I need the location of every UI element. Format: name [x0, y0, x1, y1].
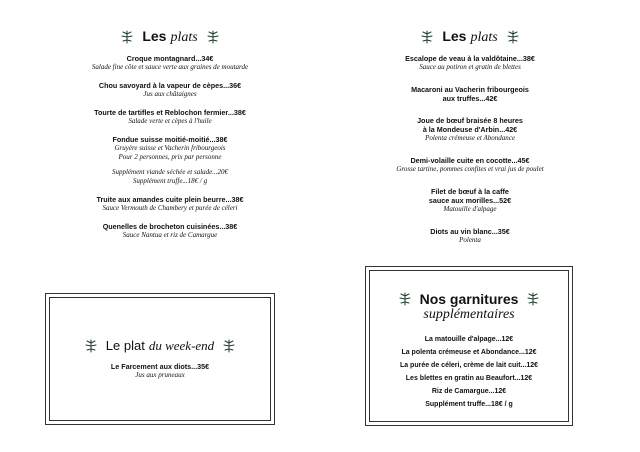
dish-desc: Sauce Vermouth de Chambery et purée de céleri: [102, 204, 238, 212]
garniture-item: La polenta crémeuse et Abondance...12€: [401, 349, 537, 356]
garniture-item: La matouille d'alpage...12€: [424, 336, 514, 343]
weekend-dish-desc: Jus aux pruneaux: [135, 371, 185, 379]
dish-item: [340, 85, 600, 103]
dish-name: Diots au vin blanc...35€: [430, 227, 510, 236]
dish-item: [40, 54, 300, 72]
left-heading: [40, 28, 300, 46]
garnitures-title: Nos garnitures: [419, 291, 519, 307]
weekend-heading-word: Le plat: [105, 338, 145, 353]
dish-name: Joue de bœuf braisée 8 heures: [417, 116, 523, 125]
dish-desc: Supplément viande séchée et salade...20€: [111, 168, 229, 176]
garniture-item: Supplément truffe...18€ / g: [425, 401, 513, 408]
left-menu-column: [40, 28, 300, 249]
sprig-icon: [398, 292, 412, 306]
dish-desc: Gruyère suisse et Vacherin fribourgeois: [114, 144, 226, 152]
dish-name: Macaroni au Vacherin fribourgeois: [411, 85, 529, 94]
garnitures-heading: [366, 291, 572, 307]
dish-name: sauce aux morilles...52€: [428, 196, 512, 205]
dish-desc: Supplément truffe...18€ / g: [132, 177, 208, 185]
sprig-icon: [506, 30, 520, 44]
dish-desc: Grosse tartine, pommes confites et vrai jus de poulet: [396, 165, 544, 173]
garniture-item: La purée de céleri, crème de lait cuit...12€: [399, 362, 539, 369]
dish-item: [40, 195, 300, 213]
sprig-icon: [526, 292, 540, 306]
dish-name: Truite aux amandes cuite plein beurre...38€: [96, 195, 244, 204]
dish-name: Tourte de tartifles et Reblochon fermier...38€: [94, 108, 246, 117]
weekend-heading: [46, 338, 274, 354]
heading-italic: plats: [170, 30, 198, 45]
garnitures-box: [365, 266, 573, 426]
weekend-dish-name: Le Farcement aux diots...35€: [110, 362, 210, 371]
dish-desc: Salade fine côte et sauce verte aux graines de moutarde: [91, 63, 249, 71]
dish-name: Quenelles de brocheton cuisinées...38€: [102, 222, 238, 231]
dish-desc: Polenta: [459, 236, 481, 244]
dish-item: [340, 187, 600, 214]
heading-italic: plats: [470, 30, 498, 45]
dish-name: Demi-volaille cuite en cocotte...45€: [410, 156, 530, 165]
dish-name: Filet de bœuf à la caffe: [431, 187, 509, 196]
weekend-content: [46, 338, 274, 380]
right-heading: [340, 28, 600, 46]
garniture-item: Riz de Camargue...12€: [431, 388, 507, 395]
dish-item: [340, 54, 600, 72]
dish-name: Escalope de veau à la valdôtaine...38€: [405, 54, 535, 63]
dish-item: [340, 227, 600, 245]
dish-desc: Matouille d'alpage: [443, 205, 497, 213]
weekend-box: [45, 293, 275, 425]
dish-desc: Sauce au potiron et gratin de blettes: [419, 63, 521, 71]
sprig-icon: [206, 30, 220, 44]
dish-item: [40, 108, 300, 126]
dish-item: [40, 135, 300, 186]
heading-word: Les: [442, 28, 467, 44]
dish-desc: Pour 2 personnes, prix par personne: [118, 153, 222, 161]
dish-desc: Polenta crémeuse et Abondance: [425, 134, 515, 142]
garnitures-list: [366, 335, 572, 409]
dish-desc: Salade verte et cèpes à l'huile: [128, 117, 212, 125]
weekend-heading-italic: du week-end: [148, 338, 215, 353]
sprig-icon: [420, 30, 434, 44]
dish-item: [40, 222, 300, 240]
dish-name: aux truffes...42€: [442, 94, 498, 103]
garnitures-subtitle: supplémentaires: [423, 307, 515, 322]
dish-desc: Sauce Nantua et riz de Camargue: [122, 231, 218, 239]
dish-item: [340, 116, 600, 143]
garniture-item: Les blettes en gratin au Beaufort...12€: [405, 375, 533, 382]
left-dish-list: [40, 54, 300, 240]
dish-desc: Jus aux châtaignes: [143, 90, 197, 98]
right-dish-list: [340, 54, 600, 245]
sprig-icon: [222, 339, 236, 353]
dish-name: à la Mondeuse d'Arbin...42€: [422, 125, 518, 134]
dish-item: [340, 156, 600, 174]
heading-word: Les: [142, 28, 167, 44]
dish-name: Fondue suisse moitié-moitié...38€: [112, 135, 228, 144]
dish-name: Croque montagnard...34€: [126, 54, 214, 63]
sprig-icon: [84, 339, 98, 353]
garnitures-content: [366, 291, 572, 413]
dish-name: Chou savoyard à la vapeur de cèpes...36€: [98, 81, 242, 90]
right-menu-column: [340, 28, 600, 258]
sprig-icon: [120, 30, 134, 44]
dish-item: [40, 81, 300, 99]
